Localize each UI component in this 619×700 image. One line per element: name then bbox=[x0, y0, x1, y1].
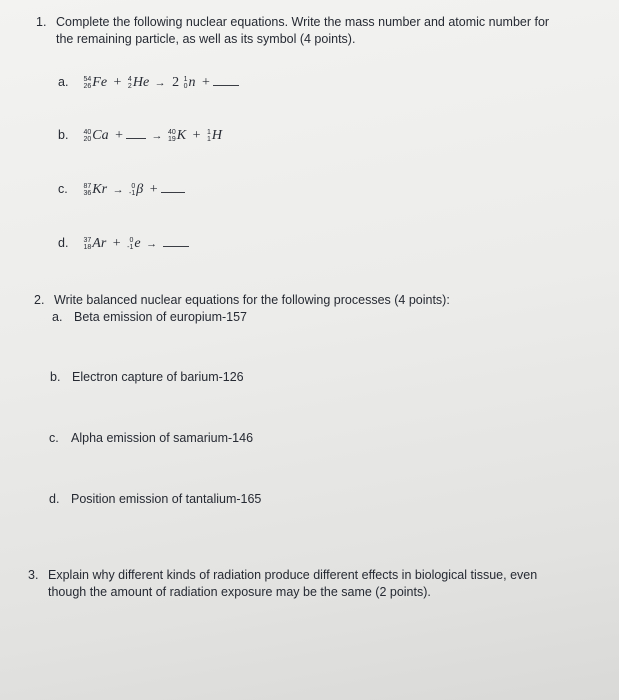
reaction-arrow: → bbox=[146, 238, 158, 250]
h-symbol: H bbox=[211, 128, 223, 143]
plus-sign: + bbox=[192, 128, 201, 143]
question-2a-label: a. bbox=[52, 310, 63, 324]
plus-sign: + bbox=[202, 75, 210, 90]
question-2-number: 2. bbox=[34, 293, 45, 307]
n-symbol: n bbox=[188, 75, 196, 90]
question-1-number: 1. bbox=[36, 15, 47, 29]
plus-sign: + bbox=[112, 236, 121, 251]
equation-1a bbox=[58, 73, 239, 92]
question-2 bbox=[34, 292, 574, 309]
he-nuclide-numbers: 4 2 bbox=[127, 75, 132, 90]
ca-nuclide-numbers: 40 20 bbox=[83, 128, 92, 143]
equation-1d-label: d. bbox=[58, 236, 69, 250]
k-symbol: K bbox=[176, 128, 187, 143]
question-2c-label: c. bbox=[49, 431, 59, 445]
n-nuclide-numbers: 1 0 bbox=[183, 75, 188, 90]
plus-sign: + bbox=[115, 128, 124, 143]
answer-blank[interactable] bbox=[163, 236, 189, 247]
question-2b bbox=[50, 369, 244, 386]
beta-nuclide-numbers: 0 -1 bbox=[129, 182, 136, 197]
question-3-text: Explain why different kinds of radiation produce different effects in biological tissue, even though the amount of radiation exposure may be the same (2 points). bbox=[48, 568, 538, 599]
answer-blank[interactable] bbox=[161, 182, 185, 193]
question-1 bbox=[36, 14, 556, 48]
question-2c-text: Alpha emission of samarium-146 bbox=[71, 431, 254, 445]
ar-symbol: Ar bbox=[92, 236, 107, 251]
fe-nuclide-numbers: 54 26 bbox=[83, 75, 92, 90]
question-2d bbox=[49, 491, 261, 508]
question-2b-text: Electron capture of barium-126 bbox=[72, 370, 244, 384]
kr-nuclide-numbers: 87 36 bbox=[83, 182, 92, 197]
equation-1b-label: b. bbox=[58, 128, 69, 142]
equation-1a-label: a. bbox=[58, 75, 69, 89]
coefficient: 2 bbox=[172, 75, 180, 90]
question-2a-text: Beta emission of europium-157 bbox=[74, 310, 248, 324]
answer-blank[interactable] bbox=[213, 75, 239, 86]
question-2b-label: b. bbox=[50, 370, 61, 384]
reaction-arrow: → bbox=[154, 77, 166, 89]
question-2a bbox=[52, 309, 247, 326]
ca-symbol: Ca bbox=[92, 128, 109, 143]
ar-nuclide-numbers: 37 18 bbox=[83, 236, 92, 251]
question-2d-label: d. bbox=[49, 492, 60, 506]
question-3 bbox=[28, 567, 552, 601]
equation-1c-label: c. bbox=[58, 182, 68, 196]
equation-1d bbox=[58, 234, 189, 253]
electron-symbol: e bbox=[134, 236, 141, 251]
beta-symbol: β bbox=[136, 182, 144, 197]
h-nuclide-numbers: 1 1 bbox=[207, 128, 211, 143]
electron-nuclide-numbers: 0 -1 bbox=[127, 236, 134, 251]
question-1-text: Complete the following nuclear equations. Write the mass number and atomic number for the remaining particle, as well as its symbol (4 points). bbox=[56, 15, 550, 46]
plus-sign: + bbox=[113, 75, 122, 90]
answer-blank[interactable] bbox=[126, 128, 146, 139]
reaction-arrow: → bbox=[151, 130, 163, 142]
equation-1c bbox=[58, 180, 185, 199]
question-3-number: 3. bbox=[28, 568, 39, 582]
plus-sign: + bbox=[149, 182, 158, 197]
k-nuclide-numbers: 40 19 bbox=[167, 128, 176, 143]
question-2d-text: Position emission of tantalium-165 bbox=[71, 492, 262, 506]
fe-symbol: Fe bbox=[92, 75, 108, 90]
reaction-arrow: → bbox=[112, 184, 124, 196]
he-symbol: He bbox=[132, 75, 150, 90]
equation-1b bbox=[58, 126, 222, 145]
question-2-text: Write balanced nuclear equations for the following processes (4 points): bbox=[54, 293, 450, 307]
kr-symbol: Kr bbox=[92, 182, 108, 197]
question-2c bbox=[49, 430, 253, 447]
